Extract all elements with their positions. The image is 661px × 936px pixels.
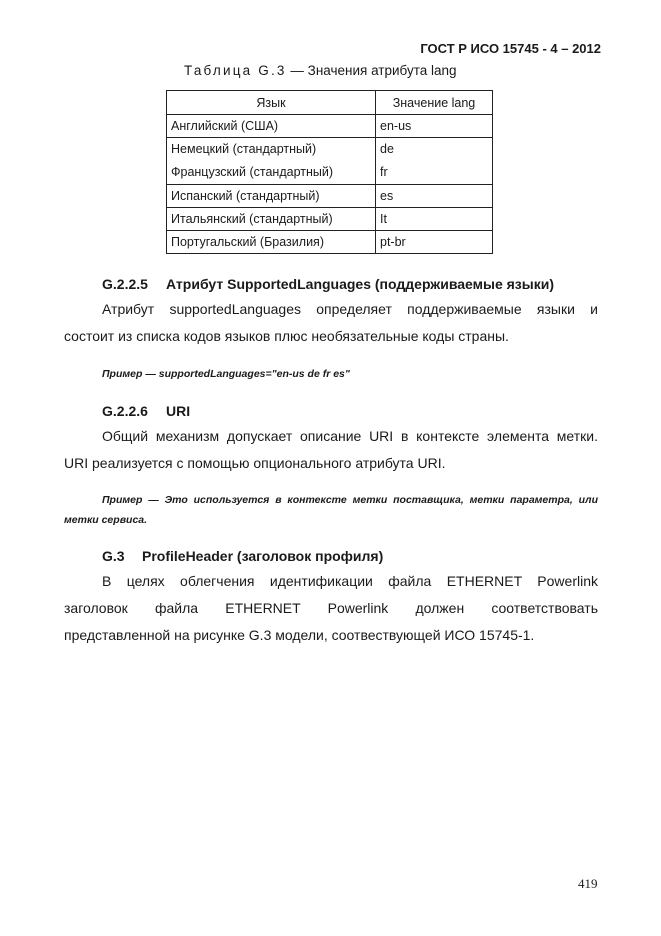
table-row: [167, 208, 493, 231]
paragraph-line: состоит из списка кодов языков плюс необязательные коды страны.: [64, 328, 509, 344]
section-heading-g3: [102, 548, 383, 564]
section-heading-g225: [102, 276, 554, 292]
language-cell: Итальянский (стандартный): [167, 208, 376, 231]
example-note-continuation: метки сервиса.: [64, 514, 148, 526]
paragraph-line: представленной на рисунке G.3 модели, соотвествующей ИСО 15745-1.: [64, 627, 535, 643]
value-cell: en-us: [376, 115, 493, 138]
value-cell: es: [376, 185, 493, 208]
language-cell: Испанский (стандартный): [167, 185, 376, 208]
table-row: [167, 138, 493, 185]
table-caption-label: Таблица G.3: [184, 63, 287, 78]
section-title: URI: [166, 403, 191, 419]
example-note: Пример — supportedLanguages="en-us de fr es": [102, 368, 350, 380]
column-header-language: Язык: [167, 91, 376, 115]
language-cell: Португальский (Бразилия): [167, 231, 376, 254]
section-title: ProfileHeader (заголовок профиля): [142, 548, 384, 564]
paragraph-line: заголовок файла ETHERNET Powerlink должен соответствовать: [64, 600, 598, 616]
column-header-value: Значение lang: [376, 91, 493, 115]
standard-designation: ГОСТ Р ИСО 15745 - 4 – 2012: [420, 41, 601, 56]
page-number: 419: [578, 876, 598, 891]
language-cell: Английский (США): [167, 115, 376, 138]
value-cell: It: [376, 208, 493, 231]
value-cell: pt-br: [376, 231, 493, 254]
section-title: Атрибут SupportedLanguages (поддерживаемые языки): [166, 276, 554, 292]
table-caption: [184, 63, 457, 78]
paragraph-line: Атрибут supportedLanguages определяет поддерживаемые языки и: [102, 301, 598, 317]
table-header-row: [167, 91, 493, 115]
paragraph-line: Общий механизм допускает описание URI в контексте элемента метки.: [102, 428, 598, 444]
language-cell: Немецкий (стандартный) Французский (стандартный): [167, 138, 376, 185]
paragraph-line: В целях облегчения идентификации файла ETHERNET Powerlink: [102, 573, 598, 589]
table-row: [167, 115, 493, 138]
language-table: [166, 90, 493, 254]
table-row: [167, 185, 493, 208]
section-number: G.2.2.5: [102, 276, 148, 292]
value-cell: de fr: [376, 138, 493, 185]
table-caption-title: — Значения атрибута lang: [290, 63, 457, 78]
example-note: Пример — Это используется в контексте метки поставщика, метки параметра, или: [102, 494, 598, 506]
section-number: G.3: [102, 548, 125, 564]
table-row: [167, 231, 493, 254]
section-number: G.2.2.6: [102, 403, 148, 419]
section-heading-g226: [102, 403, 190, 419]
paragraph-line: URI реализуется с помощью опционального атрибута URI.: [64, 455, 446, 471]
